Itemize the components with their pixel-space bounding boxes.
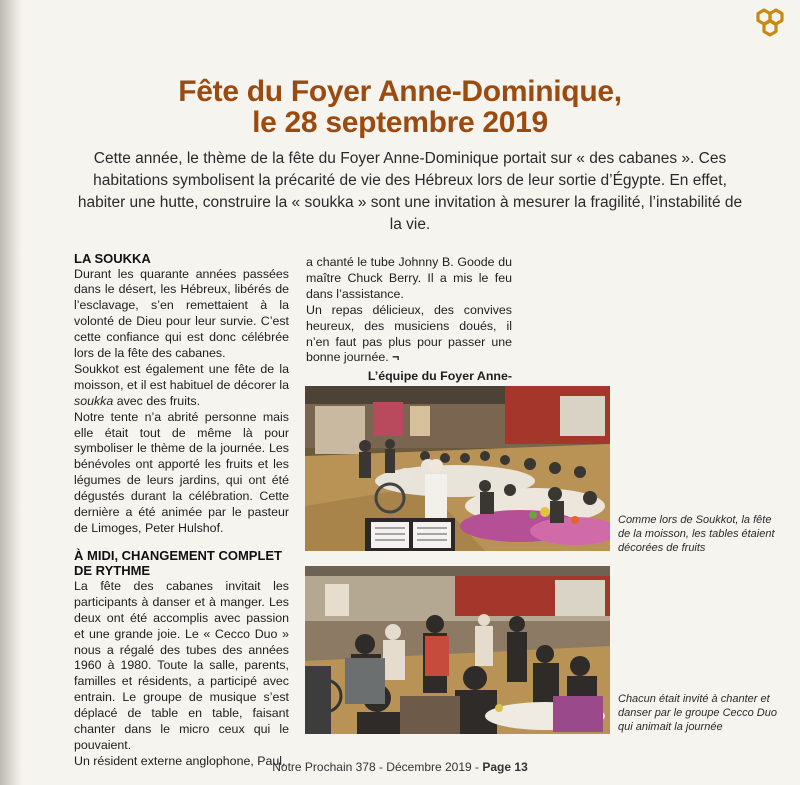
- footer-publication: Notre Prochain 378 - Décembre 2019 -: [272, 760, 480, 774]
- midi-paragraph-1: La fête des cabanes invitait les participants à danser et à manger. Les deux ont été accomplis avec passion et une grande joie. Le « Cecco Duo » nous a régalé des tubes des années 1960 à 1980. Toute la salle, parents, familles et résidents, a participé avec entrain. Le groupe de musique s’est déplacé de table en table, faisant chanter dans le micro ceux qui le pouvaient.: [74, 578, 289, 752]
- midi-paragraph-2: Un résident externe anglophone, Paul,: [74, 753, 286, 768]
- title-line-1: Fête du Foyer Anne-Dominique,: [178, 75, 622, 108]
- continued-paragraph-2: Un repas délicieux, des convives heureux, des musiciens doués, il n’en faut pas plus pour passer une bonne journée. ¬: [306, 302, 512, 365]
- section-heading-soukka: LA SOUKKA: [74, 251, 151, 266]
- page-binding-shadow: [0, 0, 22, 785]
- text-column-right: [306, 255, 512, 401]
- signature: L’équipe du Foyer Anne-: [367, 369, 512, 384]
- caption-photo-2: Chacun était invité à chanter et danser par le groupe Cecco Duo qui animait la journée: [618, 693, 777, 733]
- article-title: [60, 76, 740, 138]
- end-mark: ¬: [392, 350, 400, 365]
- title-line-2: le 28 septembre 2019: [252, 106, 548, 139]
- photo-hall-tables: [305, 386, 610, 551]
- photo-singing-dancing: [305, 566, 610, 734]
- intro-paragraph: Cette année, le thème de la fête du Foyer Anne-Dominique portait sur « des cabanes ». Ces habitations symbolisent la précarité de vie des Hébreux lors de leur sortie d’Égypte. En effet, habiter une hutte, construire la « soukka » sont une invitation à mesurer la fragilité, l’instabilité de la vie.: [77, 150, 743, 233]
- continued-paragraph-1: a chanté le tube Johnny B. Goode du maître Chuck Berry. Il a mis le feu dans l’assistance.: [306, 255, 512, 301]
- page-footer: [0, 760, 800, 774]
- soukka-paragraph-1: Durant les quarante années passées dans le désert, les Hébreux, libérés de l’esclavage, s’en remettaient à la volonté de Dieu pour leur survie. C’est cette confiance qui est donc célébrée lors de la fête des cabanes.: [74, 266, 289, 361]
- page-number: Page 13: [482, 760, 528, 774]
- soukka-paragraph-2: Soukkot est également une fête de la moisson, et il est habituel de décorer la soukka avec des fruits.: [74, 361, 289, 408]
- text-column-left: [74, 251, 289, 770]
- soukka-paragraph-3: Notre tente n’a abrité personne mais elle était tout de même là pour symboliser le thème de la journée. Les bénévoles ont apporté les fruits et les légumes de leurs jardins, qui ont été dégustés durant la célébration. Cette dernière a été animée par le pasteur de Limoges, Peter Hulshof.: [74, 409, 289, 535]
- section-heading-midi: À MIDI, CHANGEMENT COMPLET DE RYTHME: [74, 547, 282, 579]
- hexagon-cluster-logo: [752, 8, 788, 44]
- caption-photo-1: Comme lors de Soukkot, la fête de la moisson, les tables étaient décorées de fruits: [618, 514, 775, 554]
